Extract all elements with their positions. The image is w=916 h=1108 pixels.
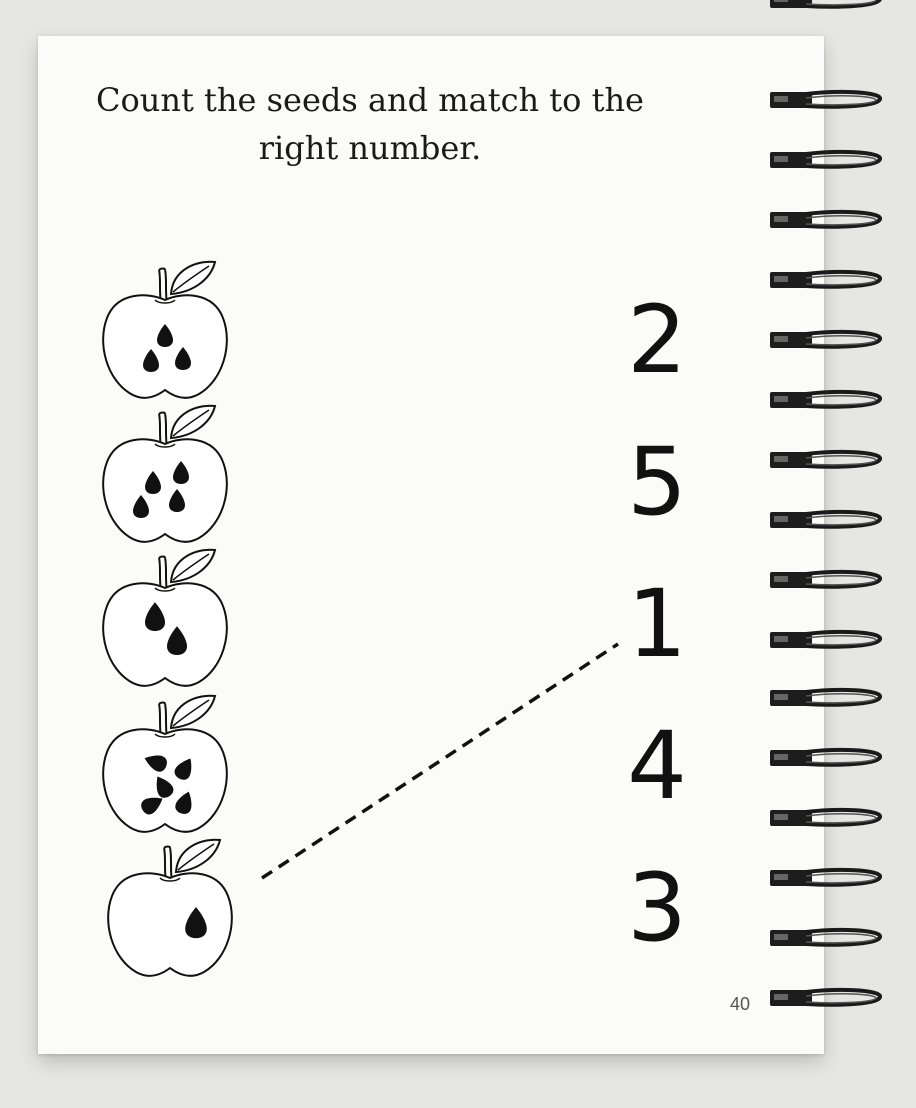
apple-icon (103, 406, 227, 542)
match-line (262, 644, 618, 878)
number-option[interactable]: 5 (627, 428, 687, 537)
number-option[interactable]: 4 (627, 712, 687, 821)
number-option[interactable]: 3 (627, 854, 687, 963)
apple-icon (103, 696, 227, 832)
apple-icon (103, 550, 227, 686)
spiral-binding (770, 0, 880, 1006)
page-number: 40 (730, 994, 751, 1014)
apple-icon (103, 262, 227, 398)
apple-icon (108, 840, 232, 976)
instruction-text: Count the seeds and match to the right number. (96, 81, 644, 167)
number-option[interactable]: 2 (627, 286, 687, 395)
number-option[interactable]: 1 (627, 570, 687, 679)
